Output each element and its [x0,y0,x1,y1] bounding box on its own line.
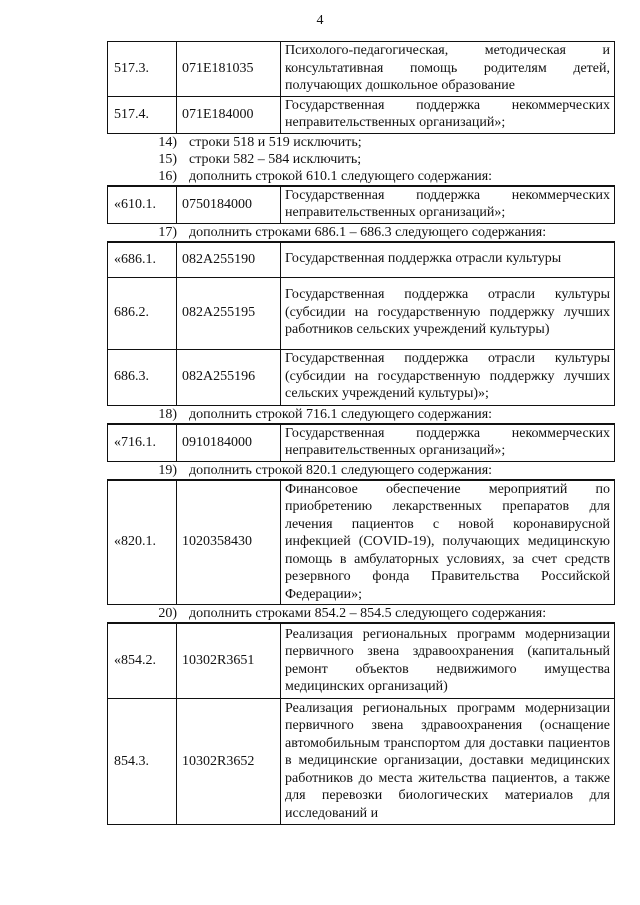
table-row [108,424,615,461]
list-item-text: дополнить строкой 716.1 следующего содержания: [189,406,493,422]
list-item [107,151,615,168]
row-kbk-cell: 0750184000 [177,186,281,223]
budget-codes-table [107,242,615,406]
table-row [108,480,615,605]
row-kbk-cell: 0910184000 [177,424,281,461]
row-code-cell: «610.1. [108,186,177,223]
row-text-cell: Реализация региональных программ модернизации первичного звена здравоохранения (оснащение автомобильным транспортом для доставки пациентов в медицинские организации, доставки медицинских работников до места жительства пациентов, а также для перевозки биологических материалов для исследований и [281,699,615,825]
row-code-cell: 686.3. [108,349,177,405]
row-text-cell: Финансовое обеспечение мероприятий по приобретению лекарственных препаратов для лечения пациентов с новой коронавирусной инфекцией (COVID-19), получающих медицинскую помощь в амбулаторных условиях, за счет средств резервного фонда Правительства Российской Федерации»; [281,480,615,605]
table-row [108,42,615,97]
table-row [108,699,615,825]
row-code-cell: 686.2. [108,277,177,349]
budget-codes-table [107,623,615,825]
row-kbk-cell: 082A255190 [177,242,281,277]
row-kbk-cell: 10302R3652 [177,699,281,825]
row-kbk-cell: 1020358430 [177,480,281,605]
budget-codes-table [107,41,615,134]
table-row [108,349,615,405]
list-item-number: 14) [158,134,177,150]
list-item [107,224,615,242]
row-kbk-cell: 10302R3651 [177,624,281,699]
table-row [108,277,615,349]
row-kbk-cell: 082A255195 [177,277,281,349]
list-item-number: 15) [158,151,177,167]
document-body [107,41,615,825]
row-text-cell: Психолого-педагогическая, методическая и консультативная помощь родителям детей, получающих дошкольное образование [281,42,615,97]
list-item-text: дополнить строкой 610.1 следующего содержания: [189,168,493,184]
list-item-number: 20) [158,606,177,621]
list-item [107,168,615,186]
page-number: 4 [316,13,324,28]
table-row [108,242,615,277]
row-text-cell: Государственная поддержка некоммерческих неправительственных организаций»; [281,96,615,133]
row-code-cell: «716.1. [108,424,177,461]
row-kbk-cell: 071E184000 [177,96,281,133]
row-text-cell: Государственная поддержка отрасли культуры (субсидии на государственную поддержку лучших работников сельских учреждений культуры) [281,277,615,349]
list-item-text: дополнить строками 854.2 – 854.5 следующего содержания: [189,606,547,621]
row-code-cell: «686.1. [108,242,177,277]
list-item [107,605,615,623]
list-item-number: 17) [158,224,177,240]
table-row [108,186,615,223]
budget-codes-table [107,186,615,224]
list-item-number: 19) [158,462,177,478]
list-item-number: 18) [158,406,177,422]
row-text-cell: Государственная поддержка некоммерческих неправительственных организаций»; [281,424,615,461]
row-code-cell: 854.3. [108,699,177,825]
budget-codes-table [107,424,615,462]
row-text-cell: Реализация региональных программ модернизации первичного звена здравоохранения (капитальный ремонт объектов недвижимого имущества медицинских организаций) [281,624,615,699]
row-text-cell: Государственная поддержка отрасли культуры (субсидии на государственную поддержку лучших сельских учреждений культуры)»; [281,349,615,405]
row-text-cell: Государственная поддержка некоммерческих неправительственных организаций»; [281,186,615,223]
row-code-cell: 517.4. [108,96,177,133]
list-item-text: строки 518 и 519 исключить; [189,134,362,150]
list-item-number: 16) [158,168,177,184]
row-code-cell: «854.2. [108,624,177,699]
list-item [107,406,615,424]
table-row [108,96,615,133]
list-item-text: дополнить строкой 820.1 следующего содержания: [189,462,493,478]
list-item [107,462,615,480]
row-kbk-cell: 071E181035 [177,42,281,97]
budget-codes-table [107,480,615,606]
row-code-cell: 517.3. [108,42,177,97]
list-item-text: дополнить строками 686.1 – 686.3 следующего содержания: [189,224,547,240]
row-kbk-cell: 082A255196 [177,349,281,405]
list-item-text: строки 582 – 584 исключить; [189,151,362,167]
row-text-cell: Государственная поддержка отрасли культуры [281,242,615,277]
list-item [107,134,615,151]
table-row [108,624,615,699]
row-code-cell: «820.1. [108,480,177,605]
